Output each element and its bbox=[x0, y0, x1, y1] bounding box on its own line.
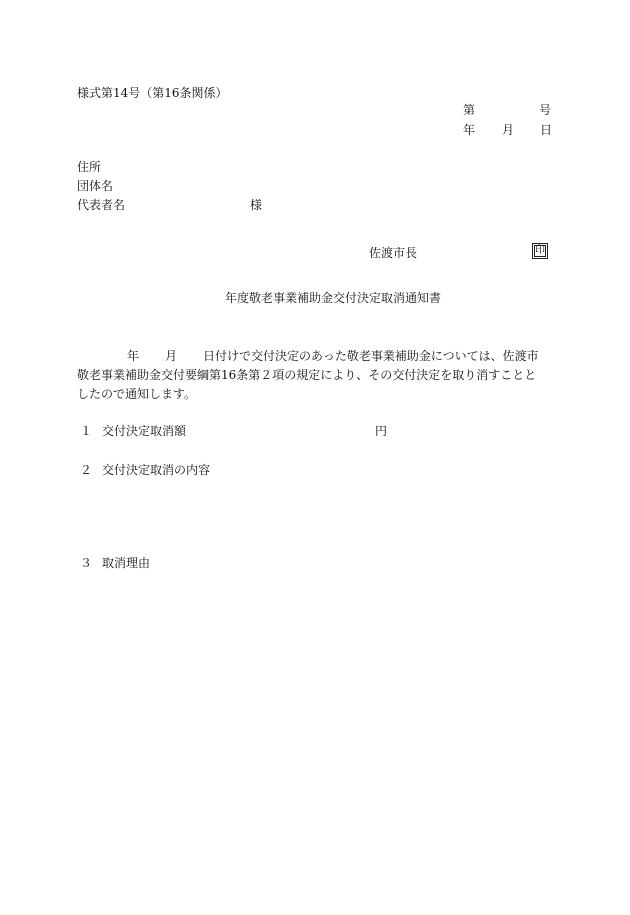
document-title: 年度敬老事業補助金交付決定取消通知書 bbox=[225, 291, 442, 305]
form-number: 様式第14号（第16条関係） bbox=[77, 86, 228, 100]
item-1-unit: 円 bbox=[375, 424, 388, 438]
item-3-number: ３ bbox=[80, 556, 93, 570]
body-line-1 bbox=[77, 347, 555, 366]
body-year: 年 bbox=[127, 349, 140, 363]
body-paragraph bbox=[77, 347, 555, 404]
representative-label: 代表者名 bbox=[77, 198, 126, 212]
item-3-label: 取消理由 bbox=[102, 556, 151, 570]
body-line-2: 敬老事業補助金交付要綱第16条第２項の規定により、その交付決定を取り消すことと bbox=[77, 368, 537, 382]
seal-label: 印 bbox=[535, 245, 545, 256]
date-year: 年 bbox=[463, 123, 476, 137]
body-line-3: したので通知します。 bbox=[77, 387, 197, 401]
document-number-suffix: 号 bbox=[539, 103, 552, 117]
document-number-prefix: 第 bbox=[463, 103, 476, 117]
date-day: 日 bbox=[540, 123, 553, 137]
address-label: 住所 bbox=[77, 160, 102, 174]
item-2-number: ２ bbox=[80, 463, 93, 477]
issuer-name: 佐渡市長 bbox=[369, 246, 418, 260]
body-month: 月 bbox=[165, 349, 178, 363]
honorific: 様 bbox=[250, 198, 263, 212]
date-month: 月 bbox=[502, 123, 515, 137]
body-line-1-text: 日付けで交付決定のあった敬老事業補助金については、佐渡市 bbox=[203, 349, 539, 363]
item-1-number: １ bbox=[80, 424, 93, 438]
organization-label: 団体名 bbox=[77, 179, 114, 193]
item-1-label: 交付決定取消額 bbox=[102, 424, 187, 438]
seal-icon bbox=[532, 243, 548, 259]
item-2-label: 交付決定取消の内容 bbox=[102, 463, 211, 477]
